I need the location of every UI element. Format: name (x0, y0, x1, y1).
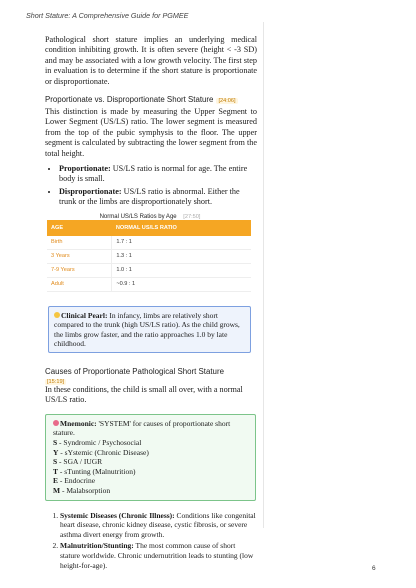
proportionate-paragraph: In these conditions, the child is small all over, with a normal US/LS ratio. (45, 385, 243, 405)
pearl-text: In infancy, limbs are relatively short compared to the trunk (high US/LS ratio). As the child grows, the limbs grow faster, and the ratio approaches 1.0 by late childhood. (54, 310, 240, 349)
us-ls-paragraph: This distinction is made by measuring the Upper Segment to Lower Segment (US/LS) ratio. The lower segment is measured from the top of the pubic symphysis to the floor. The upper segment is calculated by subtracting the lower segment from the total height. (45, 107, 257, 158)
section-heading (45, 367, 257, 385)
list-item (60, 541, 257, 570)
table-row (47, 249, 251, 263)
mnemonic-title: Mnemonic: (60, 418, 97, 428)
ratio-cell: ~0.9 : 1 (112, 277, 251, 291)
table-caption-text: Normal US/LS Ratios by Age (99, 213, 177, 220)
mnemonic-item: - sYstemic (Chronic Disease) (58, 447, 149, 457)
ratio-cell: 1.3 : 1 (112, 249, 251, 263)
section-heading-text: Proportionate vs. Disproportionate Short Stature (45, 95, 214, 105)
running-head: Short Stature: A Comprehensive Guide for PGMEE (26, 11, 189, 20)
clinical-pearl-box (48, 306, 251, 353)
mnemonic-item: - Syndromic / Psychosocial (57, 438, 142, 448)
brain-icon (53, 420, 59, 426)
section-heading (45, 95, 257, 104)
mnemonic-box (45, 414, 256, 501)
timestamp-link[interactable]: [24:06] (218, 98, 236, 105)
table-row (47, 263, 251, 277)
mnemonic-item: - SGA / IUGR (57, 457, 103, 467)
list-item (59, 164, 257, 185)
ratio-cell: 1.0 : 1 (112, 263, 251, 277)
cause-text: The most common cause of short stature worldwide. Chronic undernutrition leads to stunting (low height-for-age). (60, 541, 254, 570)
mnemonic-text: 'SYSTEM' for causes of proportionate short stature. (53, 418, 231, 438)
list-item (59, 187, 257, 208)
table-row (47, 277, 251, 291)
table-row (47, 236, 251, 250)
column-header: AGE (47, 220, 112, 236)
column-divider (263, 22, 264, 528)
pearl-title: Clinical Pearl: (61, 310, 108, 320)
bullet-text: US/LS ratio is normal for age. The entire body is small. (59, 164, 248, 184)
age-cell: 3 Years (47, 249, 112, 263)
section-heading-text: Causes of Proportionate Pathological Short Stature (45, 367, 224, 377)
mnemonic-letter: S (53, 438, 58, 448)
page-number: 6 (372, 565, 376, 572)
ratio-bullet-list (45, 164, 257, 208)
cause-term: Systemic Diseases (Chronic Illness): (60, 510, 175, 520)
mnemonic-item: - Endocrine (58, 476, 96, 486)
cause-text: Conditions like congenital heart disease, chronic kidney disease, cystic fibrosis, or severe asthma divert energy from growth. (60, 510, 256, 539)
mnemonic-item: - Malabsorption (60, 486, 111, 496)
mnemonic-letter: E (53, 476, 59, 486)
causes-list (45, 511, 257, 571)
timestamp-link[interactable]: [27:50] (183, 213, 201, 220)
bullet-term: Proportionate: (59, 164, 111, 174)
table-header-row (47, 220, 251, 236)
mnemonic-letter: S (53, 457, 58, 467)
cause-term: Malnutrition/Stunting: (60, 541, 134, 551)
age-cell: 7-9 Years (47, 263, 112, 277)
main-column (45, 35, 257, 572)
us-ls-ratio-table (47, 220, 251, 292)
lightbulb-icon (54, 312, 60, 318)
bullet-text: US/LS ratio is abnormal. Either the trunk or the limbs are disproportionately short. (59, 186, 240, 207)
age-cell: Adult (47, 277, 112, 291)
mnemonic-item: - sTunting (Malnutrition) (58, 466, 136, 476)
timestamp-link[interactable]: [15:19] (47, 379, 65, 386)
mnemonic-letter: M (53, 486, 61, 496)
list-item (60, 511, 257, 540)
column-header: NORMAL US/LS RATIO (112, 220, 251, 236)
bullet-term: Disproportionate: (59, 186, 122, 196)
mnemonic-letter: T (53, 466, 59, 476)
mnemonic-letter: Y (53, 447, 59, 457)
age-cell: Birth (47, 236, 112, 250)
ratio-cell: 1.7 : 1 (112, 236, 251, 250)
intro-paragraph: Pathological short stature implies an underlying medical condition inhibiting growth. It is often severe (height < -3 SD) and may be associated with a low growth velocity. The first step in evaluation is to determine if the short stature is proportionate or disproportionate. (45, 35, 257, 86)
